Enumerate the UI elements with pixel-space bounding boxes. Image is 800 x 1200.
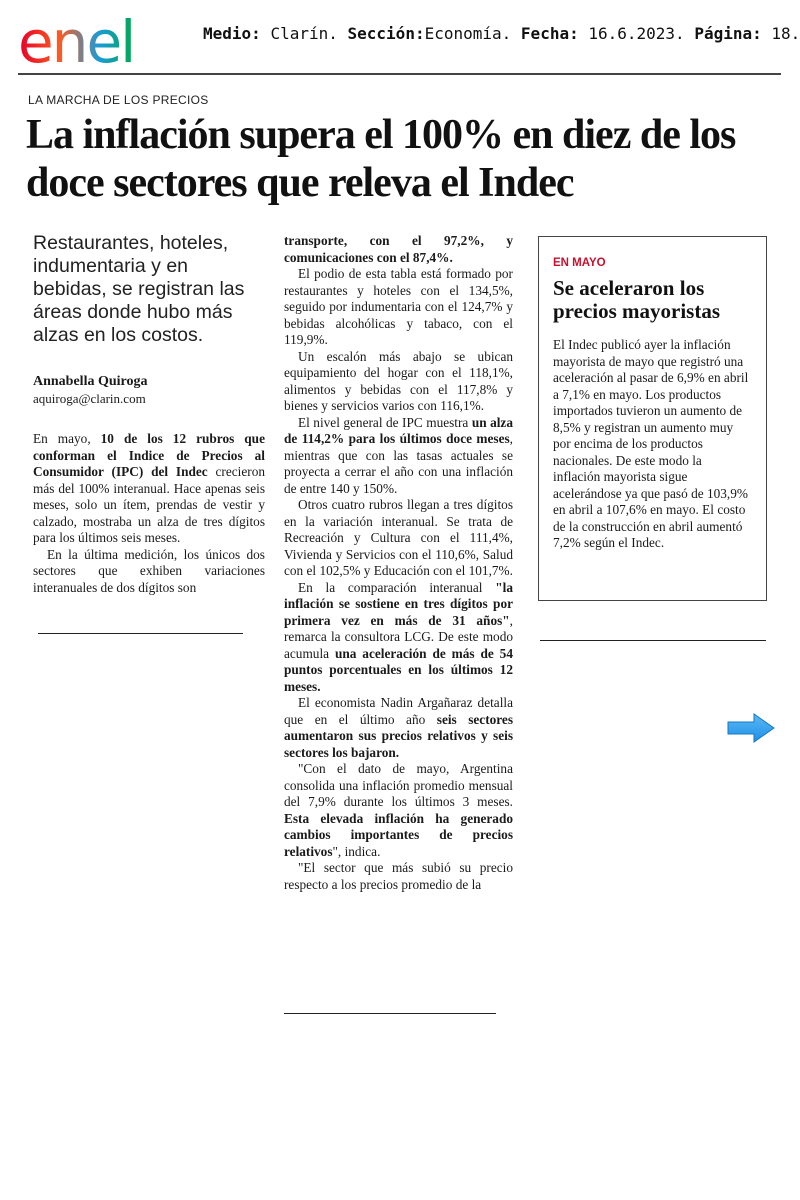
paragraph-1: En mayo, 10 de los 12 rubros que conforman el Indice de Precios al Consumidor (IPC) del Indec crecieron más del 100% interanual. Hace apenas seis meses, solo un ítem, prendas de vestir y calzado, mostraba un alza de tres dígitos para los últimos seis meses. bbox=[33, 431, 265, 545]
paragraph-5: El nivel general de IPC muestra un alza de 114,2% para los últimos doce meses, mientras que con las tasas actuales se proyecta a cerrar el año con una inflación de entre 140 y 150%. bbox=[284, 414, 513, 496]
medio-label: Medio: bbox=[203, 24, 261, 43]
enel-logo bbox=[18, 8, 183, 70]
pagina-label: Página: bbox=[694, 24, 762, 43]
article-body-col1 bbox=[33, 431, 265, 596]
header-divider bbox=[18, 73, 781, 75]
column-2-end-rule bbox=[284, 1013, 496, 1014]
paragraph-2-continued: transporte, con el 97,2%, y comunicaciones con el 87,4%. bbox=[284, 233, 513, 265]
press-clipping-meta bbox=[203, 24, 800, 43]
sidebar-body: El Indec publicó ayer la inflación mayorista de mayo que registró una aceleración al pasar de 6,9% en abril a 7,1% en mayo. Los productos importados tuvieron un aumento de 8,5% y registran un aumento muy por encima de los productos nacionales. De este modo la inflación mayorista sigue acelerándose ya que pasó de 103,9% en abril a 107,6% en mayo. El costo de la construcción en abril aumentó 7,2% según el Indec. bbox=[553, 337, 749, 550]
column-1 bbox=[33, 232, 265, 596]
paragraph-7: En la comparación interanual "la inflación se sostiene en tres dígitos por primera vez en más de 31 años", remarca la consultora LCG. De este modo acumula una aceleración de más de 54 puntos porcentuales en los últimos 12 meses. bbox=[284, 579, 513, 694]
fecha-label: Fecha: bbox=[520, 24, 579, 43]
article-headline: La inflación supera el 100% en diez de los doce sectores que releva el Indec bbox=[26, 112, 736, 206]
paragraph-6: Otros cuatro rubros llegan a tres dígitos en la variación interanual. Se trata de Recreación y Cultura con el 111,4%, Vivienda y Servicios con el 110,6%, Salud con el 102,5% y Educación con el 101,7%. bbox=[284, 497, 513, 578]
sidebar-title: Se aceleraron los precios mayoristas bbox=[553, 276, 721, 323]
paragraph-9: "Con el dato de mayo, Argentina consolida una inflación promedio mensual del 7,9% durante los últimos 3 meses. Esta elevada inflación ha generado cambios importantes de precios relativos", indica. bbox=[284, 761, 513, 859]
seccion-value: Economía. bbox=[424, 24, 512, 43]
author-name: Annabella Quiroga bbox=[33, 374, 148, 389]
paragraph-2: En la última medición, los únicos dos sectores que exhiben variaciones interanuales de dos dígitos son bbox=[33, 546, 265, 595]
article-dek: Restaurantes, hoteles, indumentaria y en bebidas, se registran las áreas donde hubo más alzas en los costos. bbox=[33, 232, 245, 346]
paragraph-4: Un escalón más abajo se ubican equipamiento del hogar con el 118,1%, alimentos y bebidas con el 117,8% y bienes y servicios varios con 116,1%. bbox=[284, 348, 513, 413]
sidebar-box bbox=[538, 236, 767, 601]
fecha-value: 16.6.2023. bbox=[588, 24, 685, 43]
svg-text:enel: enel bbox=[18, 8, 135, 70]
article-body-col2 bbox=[284, 233, 513, 893]
paragraph-3: El podio de esta tabla está formado por restaurantes y hoteles con el 134,5%, seguido por indumentaria con el 124,7% y bebidas alcohólicas y tabaco, con el 119,9%. bbox=[284, 266, 513, 347]
author-email: aquiroga@clarin.com bbox=[33, 391, 146, 406]
sidebar-kicker: EN MAYO bbox=[553, 257, 606, 269]
article-kicker: LA MARCHA DE LOS PRECIOS bbox=[28, 93, 209, 107]
paragraph-8: El economista Nadin Argañaraz detalla que en el último año seis sectores aumentaron sus precios relativos y seis sectores los bajaron. bbox=[284, 695, 514, 760]
column-1-end-rule bbox=[38, 633, 243, 634]
arrow-right-icon[interactable] bbox=[726, 712, 776, 744]
paragraph-10: "El sector que más subió su precio respecto a los precios promedio de la bbox=[284, 860, 513, 892]
pagina-value: 18. bbox=[771, 24, 800, 43]
sidebar-end-rule bbox=[540, 640, 766, 641]
medio-value: Clarín. bbox=[270, 24, 338, 43]
seccion-label: Sección: bbox=[347, 24, 425, 43]
